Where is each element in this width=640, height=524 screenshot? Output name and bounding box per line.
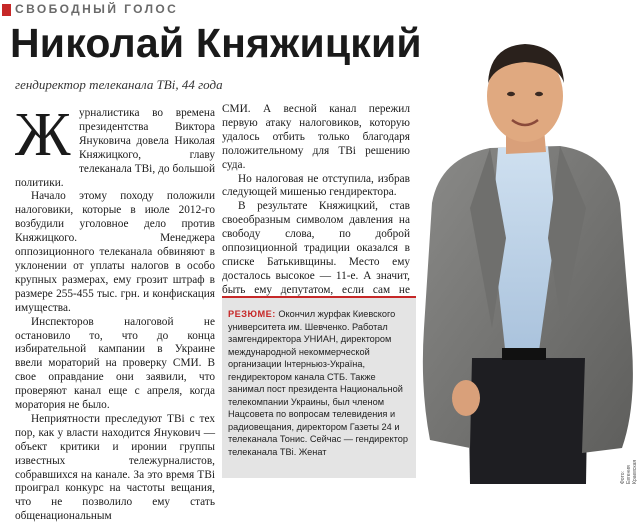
paragraph-3: Инспекторов налоговой не остановило то, что до конца избирательной кампании в Украине ввели мораторий на проверку СМИ. В свое оправдание они заявили, что проверяют канал еще с апреля, когда моратория не было. (15, 315, 215, 412)
resume-body: Окончил журфак Киевского университета им. Шевченко. Работал замгендиректора УНИАН, директором международной некоммерческой организации Інтерньюз-Україна, гендиректором канала СТБ. Также занимал пост президента Национальной телекомпании Украины, был членом Нацсовета по вопросам телевидения и радиовещания, директором Газеты 24 и телеканала Тонис. Сейчас — гендиректор телеканала ТВі. Женат (228, 309, 408, 457)
paragraph-1: Журналистика во времена президентства Виктора Януковича довела Николая Княжицкого, главу телеканала ТВі, до большой политики. (15, 101, 215, 189)
paragraph-2: Начало этому походу положили налоговики, которые в июле 2012-го возбудили уголовное дело против Княжицкого. Менеджера оппозиционного телеканала обвиняют в уклонении от уплаты налогов в особо крупных размерах, ему грозит штраф в размере 255-455 тыс. грн. и конфискация имущества. (15, 190, 215, 314)
article-title: Николай Княжицкий (10, 20, 422, 66)
paragraph-5: СМИ. А весной канал пережил первую атаку налоговиков, которую удалось отбить только благодаря положительному для ТВі решению суда. (222, 103, 410, 171)
photo-credit: Фото: Евгения Краевская (620, 459, 638, 484)
resume-top-rule (222, 296, 416, 298)
article-subtitle: гендиректор телеканала ТВі, 44 года (15, 77, 223, 92)
rubric-label: СВОБОДНЫЙ ГОЛОС (15, 2, 179, 16)
rubric-marker (2, 4, 11, 16)
portrait-photo (410, 28, 640, 484)
resume-text (228, 308, 412, 458)
paragraph-4: Неприятности преследуют ТВі с тех пор, как у власти находится Янукович — объект критики и иронии группы известных тележурналистов, собравшихся на канале. За это время ТВі проиграл конкурс на частоты вещания, что не позволило ему стать общенациональным (15, 412, 215, 523)
paragraph-6: Но налоговая не отступила, избрав следующей мишенью гендиректора. (222, 172, 410, 199)
article-column-left (15, 101, 215, 524)
paragraph-7: В результате Княжицкий, став своеобразным символом давления на свободу слова, по доброй оппозиционной традиции оказался в списке Батькивщины. Место ему досталось высокое — 11-е. А значит, быть ему депутатом, если сам не (222, 200, 410, 296)
resume-label: РЕЗЮМЕ: (228, 309, 276, 319)
article-column-right (222, 103, 410, 312)
dropcap-letter: Ж (15, 101, 71, 169)
